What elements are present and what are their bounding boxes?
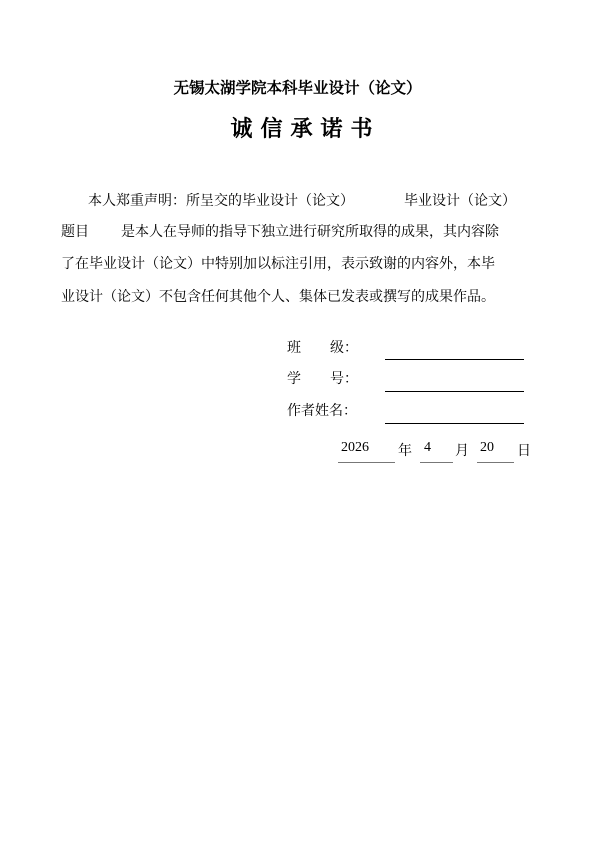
id-label-char2: 号： (330, 371, 358, 387)
author-name-field-line[interactable] (385, 423, 524, 424)
class-field-line[interactable] (385, 359, 524, 360)
date-year-line (338, 462, 395, 463)
author-name-label: 作者姓名： (287, 403, 357, 419)
date-year-unit: 年 (398, 443, 412, 459)
class-label-char1: 班 (287, 340, 301, 356)
date-month-unit: 月 (455, 443, 469, 459)
date-year: 2026 (341, 440, 369, 455)
student-id-field-line[interactable] (385, 391, 524, 392)
statement-line2-b: 是本人在导师的指导下独立进行研究所取得的成果，其内容除 (121, 224, 499, 240)
date-day: 20 (480, 440, 494, 455)
statement-line3: 了在毕业设计（论文）中特别加以标注引用，表示致谢的内容外，本毕 (61, 256, 495, 272)
date-day-unit: 日 (517, 443, 531, 459)
document-subtitle: 诚信承诺书 (230, 117, 381, 142)
statement-line2-a: 题目 (61, 224, 89, 240)
date-month: 4 (424, 440, 431, 455)
class-label-char2: 级： (330, 340, 358, 356)
id-label-char1: 学 (287, 371, 301, 387)
date-month-line (420, 462, 453, 463)
statement-line1-b: 毕业设计（论文） (404, 193, 516, 209)
document-title: 无锡太湖学院本科毕业设计（论文） (173, 79, 422, 97)
statement-line1-a: 本人郑重声明：所呈交的毕业设计（论文） (88, 193, 354, 209)
statement-line4: 业设计（论文）不包含任何其他个人、集体已发表或撰写的成果作品。 (61, 289, 495, 305)
date-day-line (477, 462, 514, 463)
